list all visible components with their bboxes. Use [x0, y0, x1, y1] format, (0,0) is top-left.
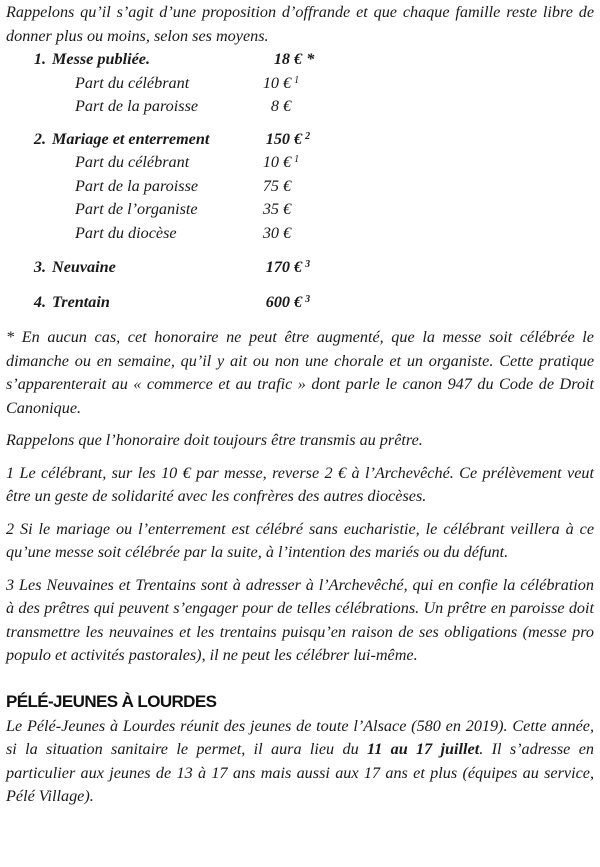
offering-part	[6, 222, 594, 246]
item-label: Messe publiée.	[52, 50, 151, 68]
offering-item	[6, 256, 594, 280]
intro-paragraph: Rappelons qu’il s’agit d’une proposition d’offrande et que chaque famille reste libre de donner plus ou moins, selon ses moyens.	[6, 3, 594, 45]
offering-part	[6, 95, 594, 119]
part-label: Part de l’organiste	[75, 200, 198, 218]
part-amount: 75 €	[262, 176, 292, 195]
part-label: Part du célébrant	[75, 73, 190, 92]
part-amount: 10 € $^1$	[262, 73, 300, 92]
footnote-ref: 3	[305, 259, 311, 270]
item-number: 1.	[33, 50, 46, 68]
item-amount: 600 € $^3$	[265, 292, 311, 311]
offering-item	[6, 48, 594, 72]
offering-part	[6, 72, 594, 96]
note-transmission: Rappelons que l’honoraire doit toujours être transmis au prêtre.	[6, 431, 423, 449]
offering-part	[6, 151, 594, 175]
item-number: 2.	[33, 129, 46, 148]
item-label: Trentain	[52, 292, 110, 311]
footnote-ref: 3	[305, 293, 311, 305]
part-label: Part du célébrant	[75, 153, 190, 171]
footnote-ref: 2	[305, 130, 311, 142]
footnote-3: 3 Les Neuvaines et Trentains sont à adresser à l’Archevêché, qui en confie la célébration à des prêtres qui peuvent s’engager pour de telles célébrations. Un prêtre en paroisse doit transmettre les neuvaines et les trentains puisqu’en raison de ses obligations (messe pro populo et activités pastorales), il ne peut les célébrer lui-même.	[6, 575, 594, 664]
footnote-2: 2 Si le mariage ou l’enterrement est célébré sans eucharistie, le célébrant veillera à ce qu’une messe soit célébrée par la suite, à l’intention des mariés ou du défunt.	[6, 519, 594, 561]
section-body: Le Pélé-Jeunes à Lourdes réunit des jeunes de toute l’Alsace (580 en 2019). Cette année, si la situation sanitaire le permet, il aura lieu du 11 au 17 juillet. Il s’adresse en particulier aux jeunes de 13 à 17 ans mais aussi aux 17 ans et plus (équipes au service, Pélé Village).	[6, 716, 594, 805]
item-label: Neuvaine	[52, 258, 116, 276]
item-number: 3.	[33, 258, 46, 276]
offering-item	[6, 128, 594, 152]
footnote-ref: 1	[294, 74, 300, 86]
note-asterisk: * En aucun cas, cet honoraire ne peut être augmenté, que la messe soit célébrée le dimanche ou en semaine, qu’il y ait ou non une chorale et un organiste. Cette pratique s’apparenterait au « commerce et au trafic » dont parle le canon 947 du Code de Droit Canonique.	[6, 328, 594, 417]
item-number: 4.	[33, 292, 46, 311]
item-amount: 150 € $^2$	[265, 129, 311, 148]
event-dates: 11 au 17 juillet	[367, 740, 480, 758]
section-heading: PÉLÉ-JEUNES À LOURDES	[6, 691, 217, 711]
offering-part	[6, 175, 594, 199]
item-amount: 170 € $^3$	[265, 258, 311, 276]
offering-item	[6, 291, 594, 315]
part-amount: 10 € $^1$	[262, 153, 300, 171]
offering-list	[6, 48, 594, 314]
part-label: Part du diocèse	[75, 223, 177, 242]
part-amount: 8 €	[270, 97, 292, 115]
item-label: Mariage et enterrement	[52, 129, 210, 148]
part-amount: 30 €	[262, 223, 292, 242]
part-label: Part de la paroisse	[75, 97, 199, 115]
footnote-1: 1 Le célébrant, sur les 10 € par messe, reverse 2 € à l’Archevêché. Ce prélèvement veut être un geste de solidarité avec les confrères des autres diocèses.	[6, 463, 594, 505]
part-label: Part de la paroisse	[75, 176, 199, 195]
item-amount: 18 € *	[273, 50, 315, 68]
part-amount: 35 €	[262, 200, 292, 218]
footnote-ref: 1	[294, 154, 300, 165]
offering-part	[6, 198, 594, 222]
